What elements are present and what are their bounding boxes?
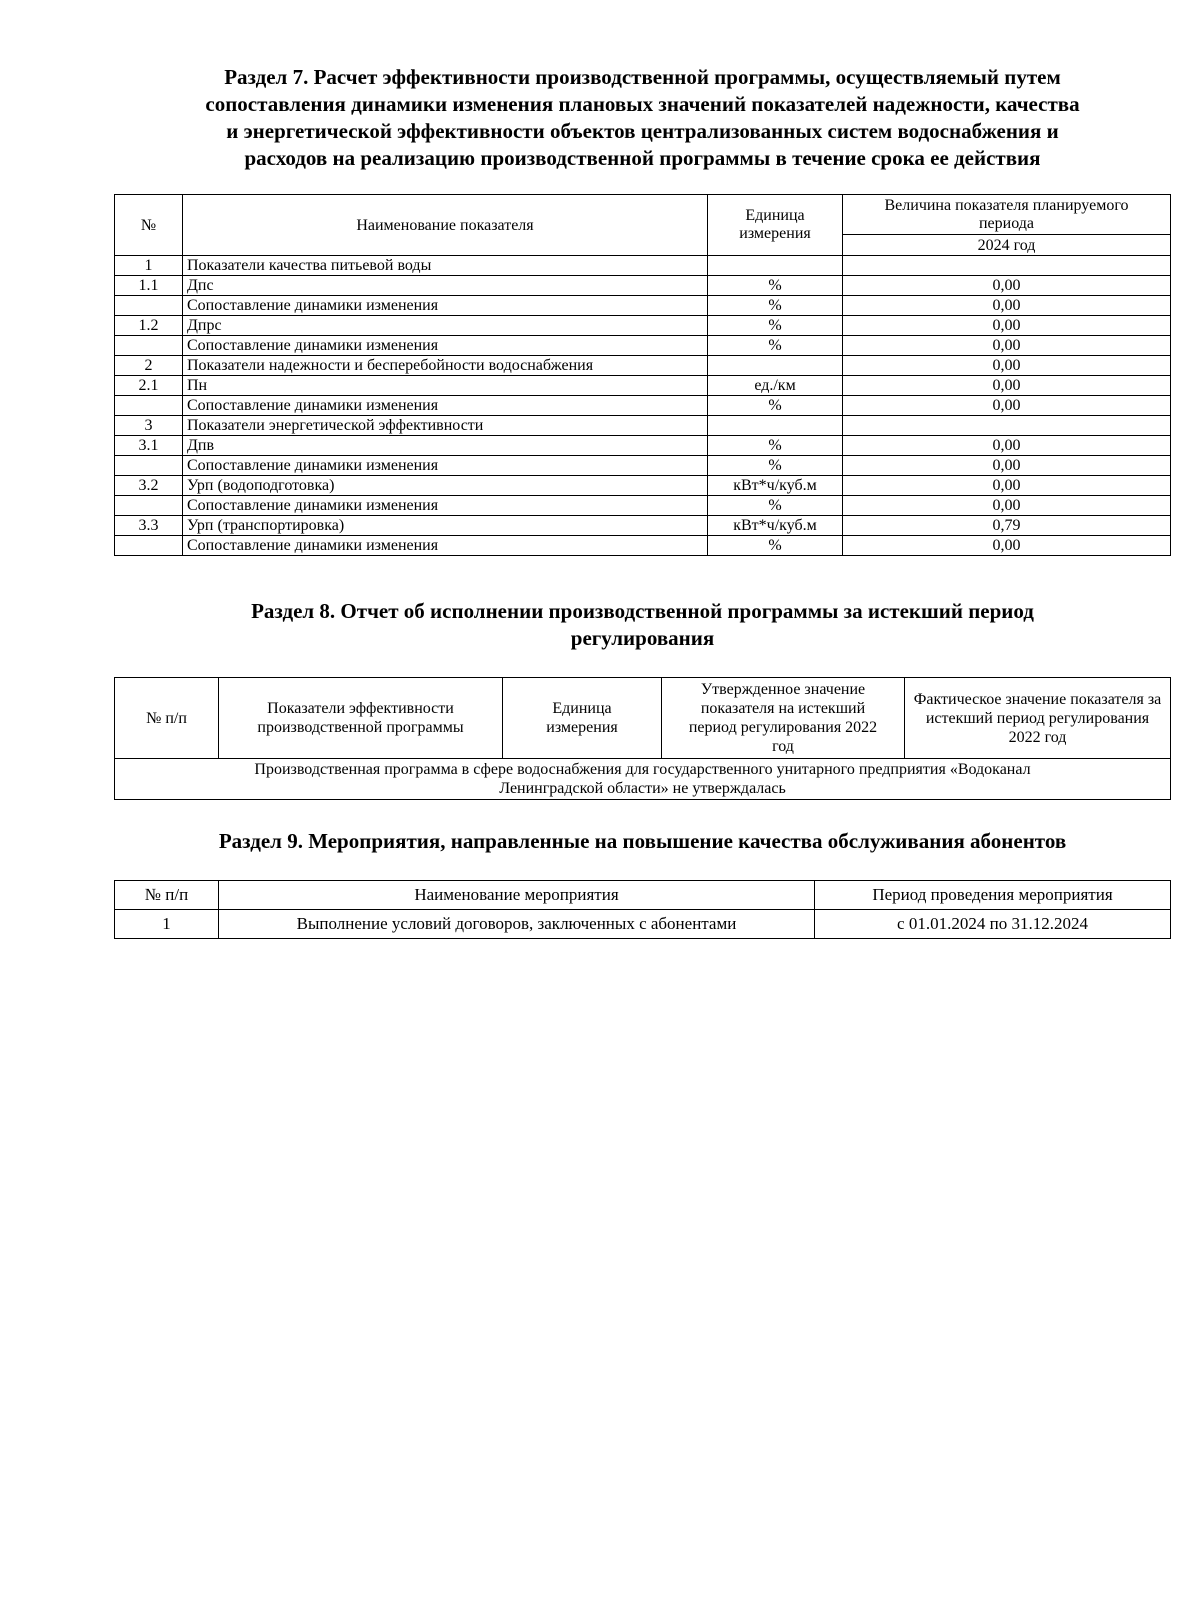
section-7-title-line: сопоставления динамики изменения плановых значений показателей надежности, качества [205, 92, 1080, 116]
header-name: Наименование мероприятия [219, 881, 815, 910]
row-unit: % [708, 436, 843, 456]
row-name: Сопоставление динамики изменения [183, 336, 708, 356]
section-7-title-line: Раздел 7. Расчет эффективности производственной программы, осуществляемый путем [224, 65, 1061, 89]
table-row [115, 496, 1171, 516]
row-unit: % [708, 316, 843, 336]
program-note: Производственная программа в сфере водоснабжения для государственного унитарного предприятия «Водоканал Ленинградской области» не утверждалась [115, 759, 1171, 800]
row-value [843, 256, 1171, 276]
header-approved: Утвержденное значение показателя на истекший период регулирования 2022 год [662, 678, 905, 759]
row-num: 2.1 [115, 376, 183, 396]
row-name: Показатели энергетической эффективности [183, 416, 708, 436]
table-row [115, 910, 1171, 939]
row-unit: % [708, 536, 843, 556]
row-name: Сопоставление динамики изменения [183, 396, 708, 416]
table-row [115, 416, 1171, 436]
row-unit: % [708, 396, 843, 416]
row-value: 0,00 [843, 436, 1171, 456]
header-year: 2024 год [843, 235, 1171, 256]
row-num [115, 456, 183, 476]
row-unit: % [708, 276, 843, 296]
section-8-title-line: Раздел 8. Отчет об исполнении производственной программы за истекший период [251, 599, 1034, 623]
row-value: 0,00 [843, 296, 1171, 316]
row-name: Показатели качества питьевой воды [183, 256, 708, 276]
header-num: № [115, 195, 183, 256]
row-name: Дпв [183, 436, 708, 456]
row-value [843, 416, 1171, 436]
row-value: 0,00 [843, 536, 1171, 556]
table-row [115, 376, 1171, 396]
header-name: Наименование показателя [183, 195, 708, 256]
row-unit: кВт*ч/куб.м [708, 476, 843, 496]
section-9-title-line: Раздел 9. Мероприятия, направленные на повышение качества обслуживания абонентов [218, 829, 1067, 853]
row-unit: кВт*ч/куб.м [708, 516, 843, 536]
row-value: 0,00 [843, 476, 1171, 496]
header-num: № п/п [115, 678, 219, 759]
row-name: Дпс [183, 276, 708, 296]
section-9-title [100, 828, 1185, 855]
row-num: 3 [115, 416, 183, 436]
row-name: Сопоставление динамики изменения [183, 496, 708, 516]
row-unit: % [708, 336, 843, 356]
row-name: Сопоставление динамики изменения [183, 456, 708, 476]
table-row [115, 436, 1171, 456]
row-unit: % [708, 456, 843, 476]
row-period: с 01.01.2024 по 31.12.2024 [815, 910, 1171, 939]
table-row [115, 256, 1171, 276]
table-row [115, 476, 1171, 496]
header-period: Период проведения мероприятия [815, 881, 1171, 910]
row-name: Выполнение условий договоров, заключенных с абонентами [219, 910, 815, 939]
row-value: 0,00 [843, 496, 1171, 516]
row-unit [708, 256, 843, 276]
table-header-row [115, 195, 1171, 235]
table-row [115, 356, 1171, 376]
row-num [115, 296, 183, 316]
row-unit: ед./км [708, 376, 843, 396]
section-7-title-line: расходов на реализацию производственной программы в течение срока ее действия [244, 146, 1041, 170]
row-num: 1 [115, 256, 183, 276]
section-8-title-line: регулирования [570, 626, 715, 650]
row-value: 0,00 [843, 316, 1171, 336]
section-9-table [114, 880, 1171, 939]
row-name: Сопоставление динамики изменения [183, 536, 708, 556]
table-row [115, 536, 1171, 556]
table-row [115, 759, 1171, 800]
row-name: Сопоставление динамики изменения [183, 296, 708, 316]
row-value: 0,00 [843, 276, 1171, 296]
header-actual: Фактическое значение показателя за истекший период регулирования 2022 год [905, 678, 1171, 759]
header-num: № п/п [115, 881, 219, 910]
table-row [115, 456, 1171, 476]
row-name: Показатели надежности и бесперебойности водоснабжения [183, 356, 708, 376]
row-num: 3.2 [115, 476, 183, 496]
row-name: Пн [183, 376, 708, 396]
table-row [115, 336, 1171, 356]
row-unit [708, 416, 843, 436]
row-num [115, 336, 183, 356]
row-unit: % [708, 496, 843, 516]
table-row [115, 296, 1171, 316]
row-value: 0,00 [843, 456, 1171, 476]
row-unit: % [708, 296, 843, 316]
row-name: Урп (водоподготовка) [183, 476, 708, 496]
row-num: 1 [115, 910, 219, 939]
row-num [115, 536, 183, 556]
row-name: Дпрс [183, 316, 708, 336]
header-unit: Единица измерения [708, 195, 843, 256]
section-7-table [114, 194, 1171, 556]
section-8-table [114, 677, 1171, 800]
row-num [115, 496, 183, 516]
table-row [115, 276, 1171, 296]
table-header-row [115, 881, 1171, 910]
row-value: 0,00 [843, 396, 1171, 416]
row-unit [708, 356, 843, 376]
row-num: 3.1 [115, 436, 183, 456]
table-row [115, 316, 1171, 336]
row-value: 0,00 [843, 356, 1171, 376]
header-name: Показатели эффективности производственной программы [219, 678, 503, 759]
table-row [115, 516, 1171, 536]
row-value: 0,79 [843, 516, 1171, 536]
row-num: 2 [115, 356, 183, 376]
row-value: 0,00 [843, 336, 1171, 356]
row-num: 1.2 [115, 316, 183, 336]
row-name: Урп (транспортировка) [183, 516, 708, 536]
section-7-title-line: и энергетической эффективности объектов централизованных систем водоснабжения и [226, 119, 1059, 143]
row-value: 0,00 [843, 376, 1171, 396]
header-value: Величина показателя планируемого периода [843, 195, 1171, 235]
row-num [115, 396, 183, 416]
section-7-title [100, 64, 1185, 172]
table-header-row [115, 678, 1171, 759]
table-row [115, 396, 1171, 416]
row-num: 1.1 [115, 276, 183, 296]
header-unit: Единица измерения [503, 678, 662, 759]
section-8-title [100, 598, 1185, 652]
row-num: 3.3 [115, 516, 183, 536]
